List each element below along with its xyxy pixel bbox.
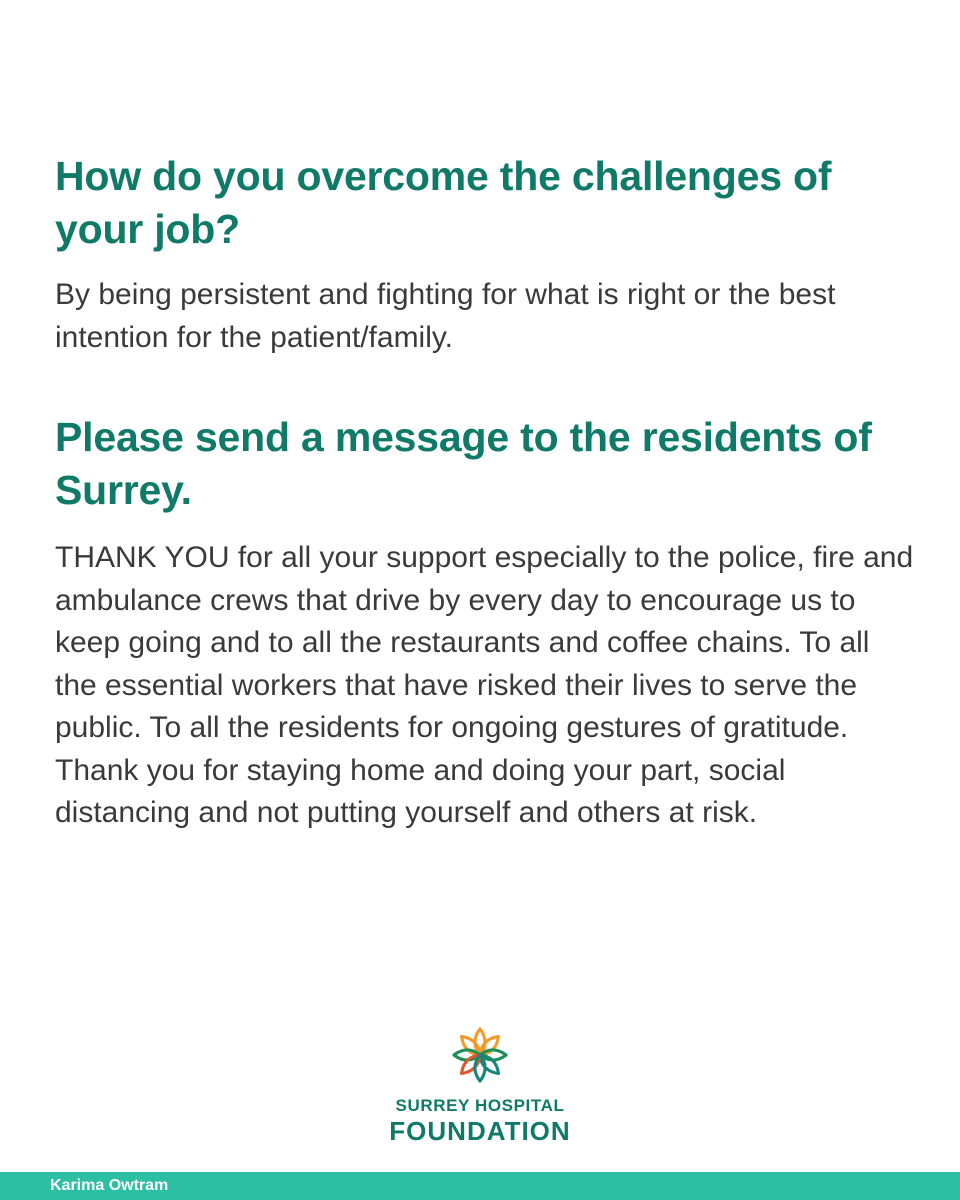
logo-text-line1: SURREY HOSPITAL bbox=[395, 1096, 565, 1115]
foundation-logo bbox=[0, 1026, 960, 1146]
interview-content bbox=[55, 150, 915, 835]
question-heading: Please send a message to the residents of Surrey. bbox=[55, 414, 872, 513]
answer-paragraph: By being persistent and fighting for what is right or the best intention for the patient/family. bbox=[55, 278, 836, 354]
logo-text-line2: FOUNDATION bbox=[389, 1116, 571, 1146]
footer-bar bbox=[0, 1172, 960, 1200]
question-heading: How do you overcome the challenges of your job? bbox=[55, 153, 832, 252]
staff-name: Karima Owtram bbox=[50, 1177, 169, 1194]
flower-logo-icon bbox=[451, 1026, 509, 1084]
answer-paragraph: THANK YOU for all your support especially to the police, fire and ambulance crews that drive by every day to encourage us to keep going and to all the restaurants and coffee chains. To all the essential workers that have risked their lives to serve the public. To all the residents for ongoing gestures of gratitude. Thank you for staying home and doing your part, social distancing and not putting yourself and others at risk. bbox=[55, 541, 914, 829]
